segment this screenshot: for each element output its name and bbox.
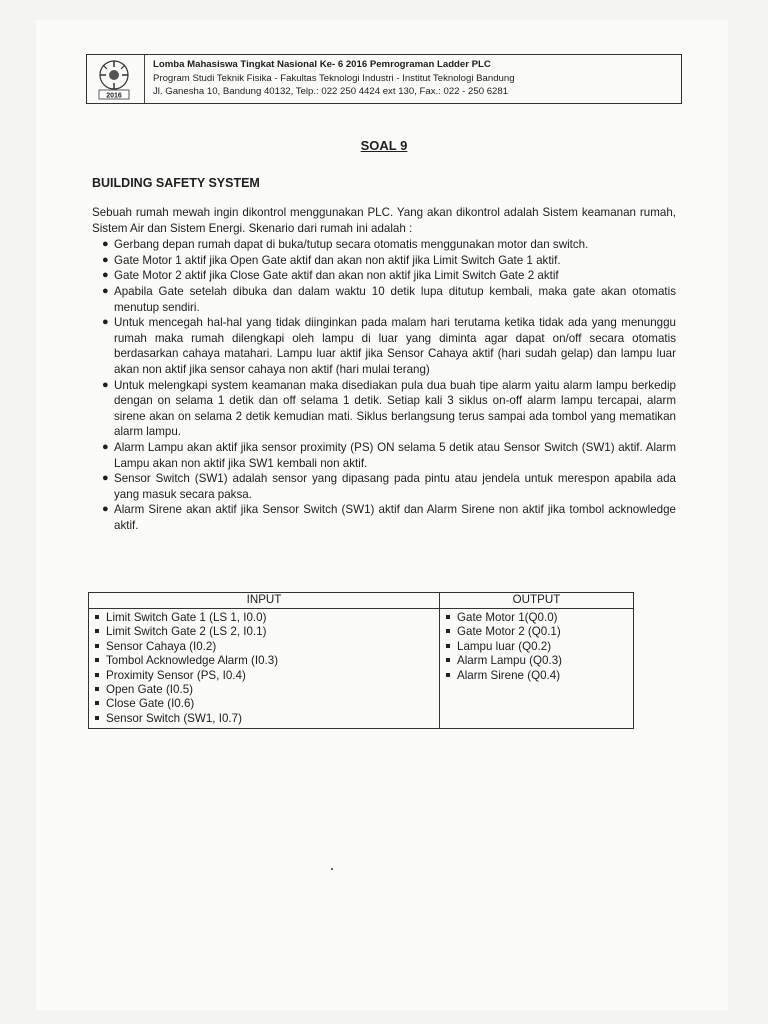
input-list-cell	[89, 609, 440, 729]
square-bullet-icon	[446, 615, 450, 619]
letterhead-divider	[144, 55, 145, 103]
bullet-icon: ●	[102, 253, 109, 266]
list-item: ● Gerbang depan rumah dapat di buka/tutup secara otomatis menggunakan motor dan switch.	[102, 238, 589, 252]
square-bullet-icon	[95, 615, 99, 619]
bullet-icon: ●	[102, 440, 109, 453]
competition-logo	[93, 57, 135, 101]
input-item: Sensor Cahaya (I0.2)	[95, 640, 435, 654]
io-assignment-table	[88, 592, 634, 729]
list-item: ● Untuk melengkapi system keamanan maka disediakan pula dua buah tipe alarm yaitu alarm lampu berkedip dengan on selama 1 detik dan off selama 1 detik. Setiap kali 3 siklus on-off alarm lampu tercapai, alarm sirene akan on selama 2 detik kemudian mati. Siklus berlangsung terus sampai ada tombol yang mematikan alarm lampu.	[102, 378, 676, 439]
input-item: Limit Switch Gate 1 (LS 1, I0.0)	[95, 611, 435, 625]
output-item: Alarm Sirene (Q0.4)	[446, 669, 629, 683]
square-bullet-icon	[95, 644, 99, 648]
square-bullet-icon	[95, 716, 99, 720]
problem-description	[92, 205, 676, 533]
list-item: ● Alarm Lampu akan aktif jika sensor proximity (PS) ON selama 5 detik atau Sensor Switch (SW1) aktif. Alarm Lampu akan non aktif jika SW1 kembali non aktif.	[102, 440, 676, 470]
bullet-icon: ●	[102, 503, 109, 516]
logo-year-text: 2016	[106, 92, 122, 100]
input-item: Limit Switch Gate 2 (LS 2, I0.1)	[95, 625, 435, 639]
square-bullet-icon	[95, 687, 99, 691]
list-item: ● Apabila Gate setelah dibuka dan dalam waktu 10 detik lupa ditutup kembali, maka gate akan otomatis menutup sendiri.	[102, 284, 676, 314]
list-item: ● Gate Motor 2 aktif jika Close Gate aktif dan akan non aktif jika Limit Switch Gate 2 aktif	[102, 269, 559, 283]
list-item: ● Untuk mencegah hal-hal yang tidak diinginkan pada malam hari terutama ketika tidak ada yang menunggu rumah maka rumah dilengkapi oleh lampu di luar yang diminta agar dapat on/off secara otomatis berdasarkan cahaya matahari. Lampu luar aktif jika Sensor Cahaya aktif (hari sudah gelap) dan lampu luar akan non aktif jika sensor cahaya non aktif (hari mulai terang)	[102, 316, 676, 376]
bullet-icon: ●	[102, 472, 109, 485]
table-header-row	[89, 593, 634, 609]
section-heading: BUILDING SAFETY SYSTEM	[92, 176, 260, 190]
input-column-header: INPUT	[89, 593, 440, 609]
letterhead	[86, 54, 682, 104]
letterhead-text	[153, 58, 515, 99]
competition-name: Lomba Mahasiswa Tingkat Nasional Ke- 6 2016 Pemrograman Ladder PLC	[153, 59, 491, 70]
scenario-list	[92, 237, 676, 533]
list-item: ● Alarm Sirene akan aktif jika Sensor Switch (SW1) aktif dan Alarm Sirene non aktif jika tombol acknowledge aktif.	[102, 503, 676, 532]
square-bullet-icon	[95, 629, 99, 633]
bullet-icon: ●	[102, 378, 109, 391]
bullet-icon: ●	[102, 238, 109, 251]
square-bullet-icon	[95, 673, 99, 677]
output-item: Gate Motor 2 (Q0.1)	[446, 625, 629, 639]
square-bullet-icon	[446, 644, 450, 648]
output-list-cell	[440, 609, 634, 729]
square-bullet-icon	[95, 701, 99, 705]
address-line: Jl. Ganesha 10, Bandung 40132, Telp.: 022 250 4424 ext 130, Fax.: 022 - 250 6281	[153, 86, 509, 97]
bullet-icon: ●	[102, 284, 109, 297]
problem-number-title: SOAL 9	[360, 138, 408, 153]
institution-line: Program Studi Teknik Fisika - Fakultas Teknologi Industri - Institut Teknologi Bandung	[153, 72, 515, 84]
square-bullet-icon	[446, 658, 450, 662]
intro-paragraph: Sebuah rumah mewah ingin dikontrol menggunakan PLC. Yang akan dikontrol adalah Sistem keamanan rumah, Sistem Air dan Sistem Energi. Skenario dari rumah ini adalah :	[92, 206, 676, 235]
list-item: ● Sensor Switch (SW1) adalah sensor yang dipasang pada pintu atau jendela untuk merespon apabila ada yang masuk secara paksa.	[102, 472, 676, 501]
input-item: Close Gate (I0.6)	[95, 697, 435, 711]
square-bullet-icon	[446, 629, 450, 633]
output-item: Gate Motor 1(Q0.0)	[446, 611, 629, 625]
table-row	[89, 609, 634, 729]
square-bullet-icon	[95, 658, 99, 662]
input-item: Tombol Acknowledge Alarm (I0.3)	[95, 654, 435, 668]
scan-speck	[331, 868, 333, 870]
output-column-header: OUTPUT	[440, 593, 634, 609]
bullet-icon: ●	[102, 316, 109, 329]
input-item: Sensor Switch (SW1, I0.7)	[95, 712, 435, 726]
input-item: Proximity Sensor (PS, I0.4)	[95, 669, 435, 683]
output-item: Alarm Lampu (Q0.3)	[446, 654, 629, 668]
output-item: Lampu luar (Q0.2)	[446, 640, 629, 654]
square-bullet-icon	[446, 673, 450, 677]
input-item: Open Gate (I0.5)	[95, 683, 435, 697]
list-item: ● Gate Motor 1 aktif jika Open Gate aktif dan akan non aktif jika Limit Switch Gate 1 aktif.	[102, 253, 561, 267]
bullet-icon: ●	[102, 269, 109, 282]
